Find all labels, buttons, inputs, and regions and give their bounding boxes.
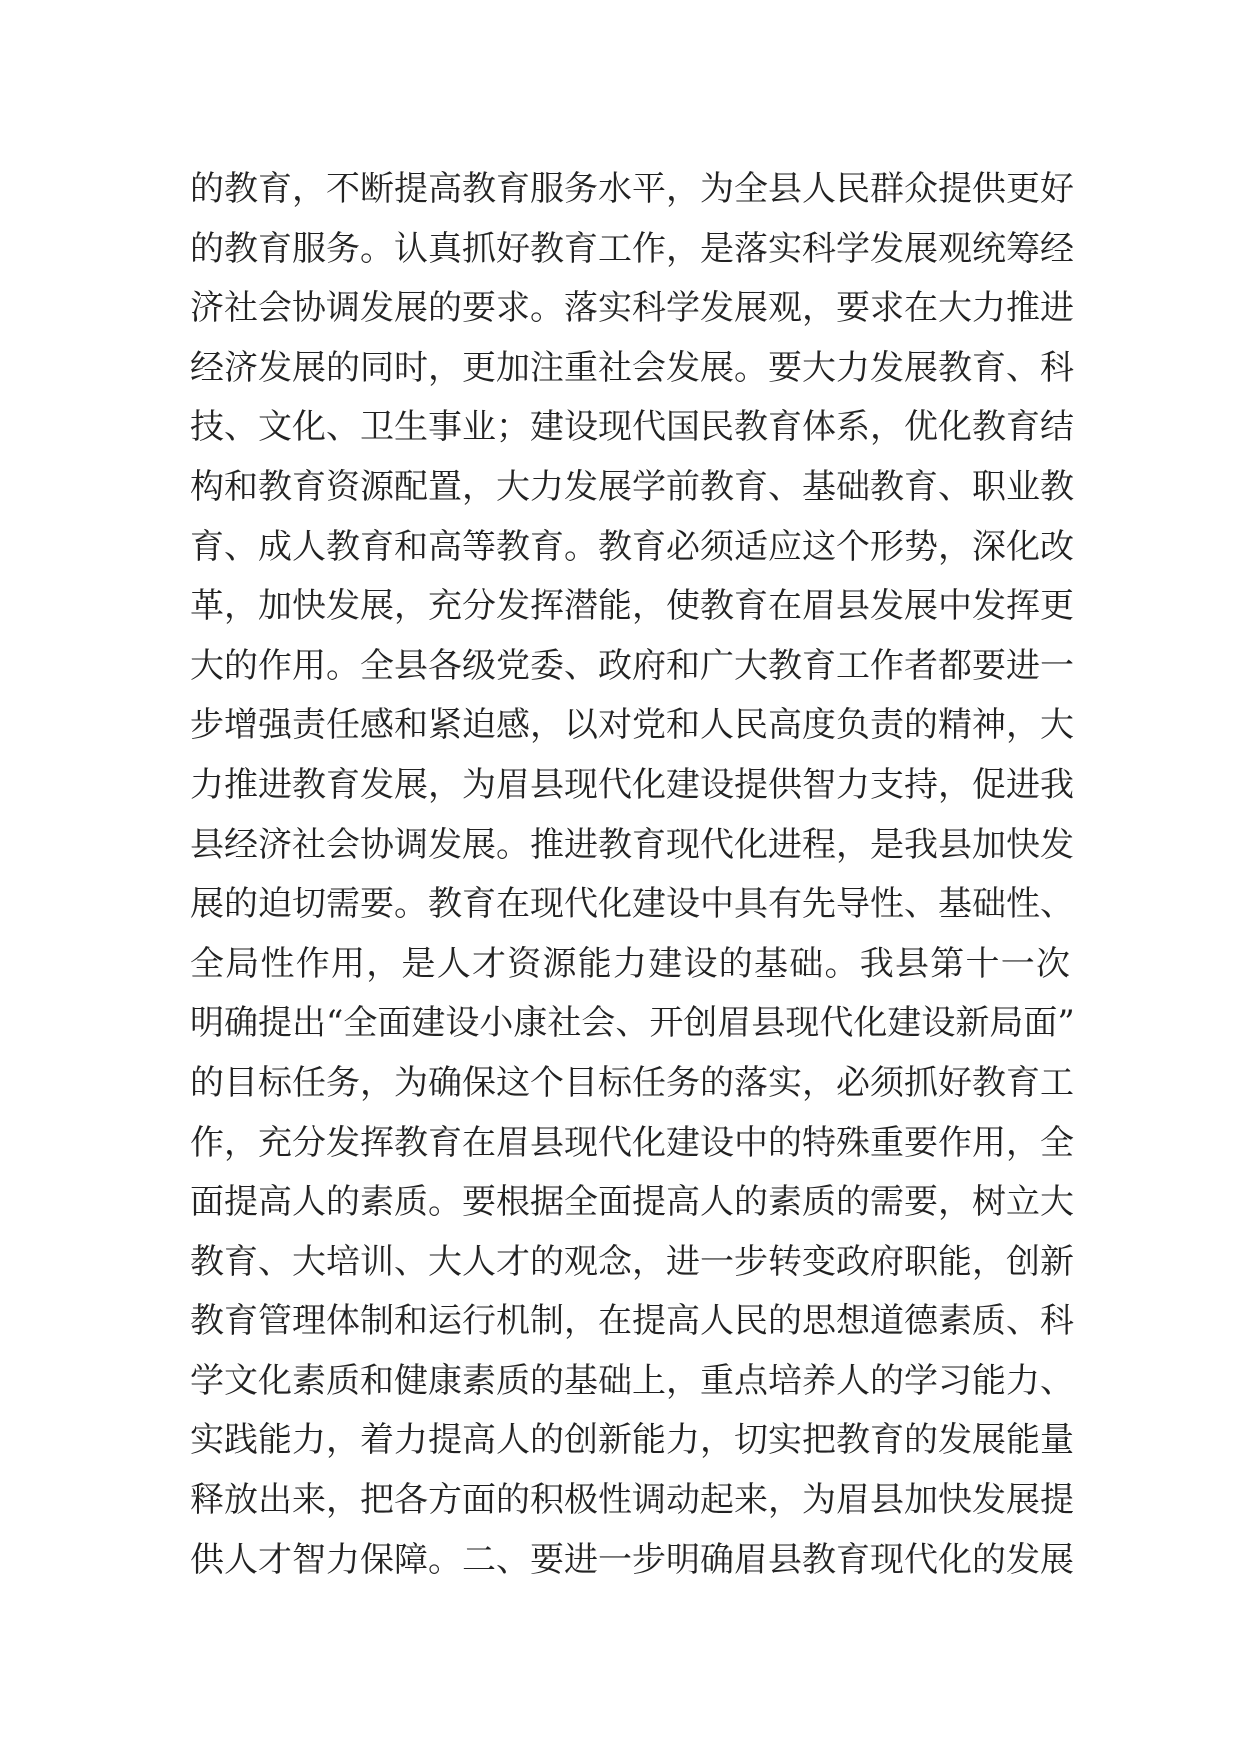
text-line: 明确提出“全面建设小康社会、开创眉县现代化建设新局面” [190, 1003, 1075, 1044]
text-line: 供人才智力保障。二、要进一步明确眉县教育现代化的发展 [190, 1539, 1074, 1580]
text-line: 的教育，不断提高教育服务水平，为全县人民群众提供更好 [190, 169, 1074, 209]
text-line: 构和教育资源配置，大力发展学前教育、基础教育、职业教 [190, 466, 1074, 507]
text-line: 县经济社会协调发展。推进教育现代化进程，是我县加快发 [190, 824, 1074, 865]
text-line: 革，加快发展，充分发挥潜能，使教育在眉县发展中发挥更 [190, 586, 1074, 627]
text-line: 力推进教育发展，为眉县现代化建设提供智力支持，促进我 [190, 764, 1074, 805]
text-line: 作，充分发挥教育在眉县现代化建设中的特殊重要作用，全 [190, 1122, 1074, 1163]
text-line: 大的作用。全县各级党委、政府和广大教育工作者都要进一 [190, 645, 1074, 686]
text-line: 的教育服务。认真抓好教育工作，是落实科学发展观统筹经 [190, 228, 1074, 269]
text-line: 教育管理体制和运行机制，在提高人民的思想道德素质、科 [190, 1301, 1074, 1342]
text-line: 实践能力，着力提高人的创新能力，切实把教育的发展能量 [190, 1420, 1074, 1461]
text-line: 经济发展的同时，更加注重社会发展。要大力发展教育、科 [190, 347, 1074, 388]
text-line: 步增强责任感和紧迫感，以对党和人民高度负责的精神，大 [190, 705, 1074, 746]
text-line: 学文化素质和健康素质的基础上，重点培养人的学习能力、 [190, 1360, 1074, 1401]
text-line: 济社会协调发展的要求。落实科学发展观，要求在大力推进 [190, 288, 1074, 329]
text-line: 育、成人教育和高等教育。教育必须适应这个形势，深化改 [190, 526, 1074, 567]
text-line: 释放出来，把各方面的积极性调动起来，为眉县加快发展提 [190, 1480, 1074, 1521]
body-text [190, 160, 1075, 1590]
text-line: 技、文化、卫生事业；建设现代国民教育体系，优化教育结 [190, 407, 1074, 448]
text-line: 全局性作用，是人才资源能力建设的基础。我县第十一次 [190, 943, 1070, 984]
text-line: 的目标任务，为确保这个目标任务的落实，必须抓好教育工 [190, 1062, 1074, 1103]
text-line: 面提高人的素质。要根据全面提高人的素质的需要，树立大 [190, 1182, 1074, 1223]
text-line: 教育、大培训、大人才的观念，进一步转变政府职能，创新 [190, 1241, 1074, 1282]
text-line: 展的迫切需要。教育在现代化建设中具有先导性、基础性、 [190, 884, 1074, 925]
